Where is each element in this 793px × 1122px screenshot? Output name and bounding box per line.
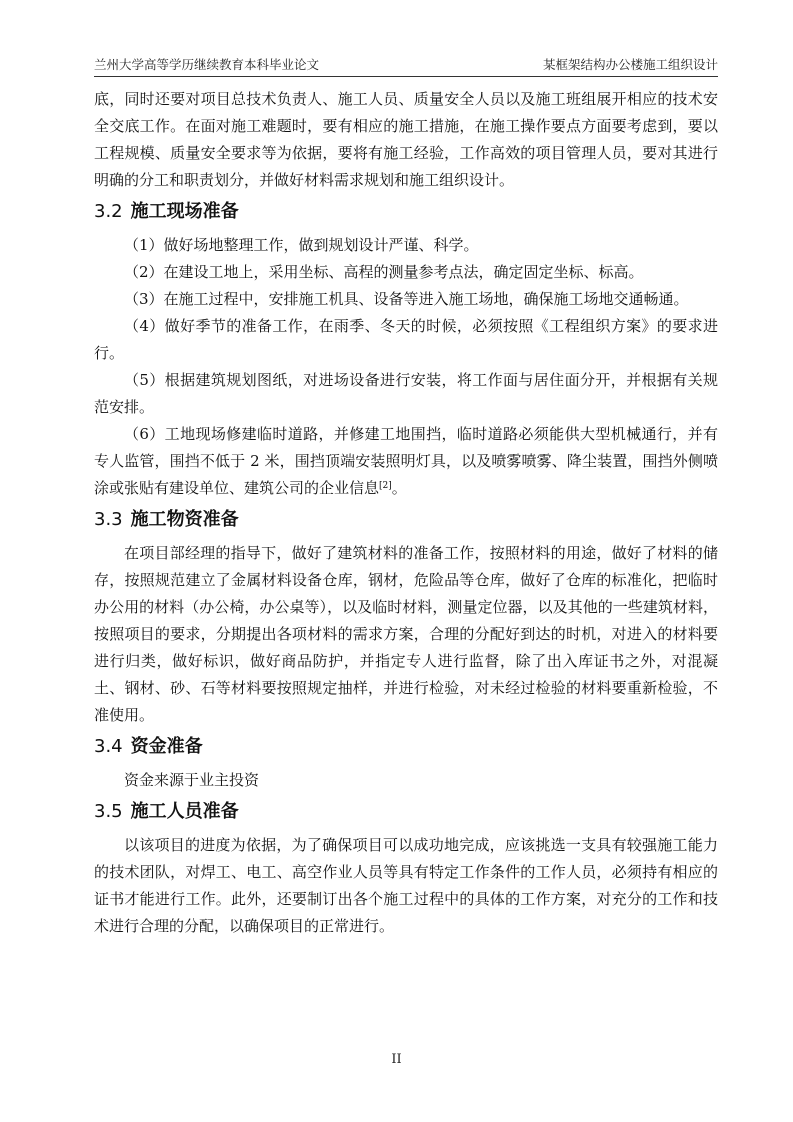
list-item: （1）做好场地整理工作，做到规划设计严谨、科学。 xyxy=(124,236,479,254)
section-title: 施工人员准备 xyxy=(130,801,239,822)
list-item xyxy=(94,421,718,502)
section-title: 施工现场准备 xyxy=(130,201,239,222)
page-header xyxy=(94,53,718,75)
section-title: 施工物资准备 xyxy=(130,509,239,530)
page-body xyxy=(94,86,718,940)
list-item-end: 。 xyxy=(391,479,407,497)
header-rule xyxy=(94,76,718,77)
intro-paragraph: 底，同时还要对项目总技术负责人、施工人员、质量安全人员以及施工班组展开相应的技术安全交底工作。在面对施工难题时，要有相应的施工措施，在施工操作要点方面要考虑到，要以工程规模、质量安全要求等为依据，要将有施工经验，工作高效的项目管理人员，要对其进行明确的分工和职责划分，并做好材料需求规划和施工组织设计。 xyxy=(94,90,718,189)
section-number: 3.5 xyxy=(94,801,123,822)
header-thesis-title: 兰州大学高等学历继续教育本科毕业论文 xyxy=(94,57,320,72)
section-number: 3.2 xyxy=(94,201,123,222)
list-item: （4）做好季节的准备工作，在雨季、冬天的时候，必须按照《工程组织方案》的要求进行。 xyxy=(94,317,718,362)
list-item: （3）在施工过程中，安排施工机具、设备等进入施工场地，确保施工场地交通畅通。 xyxy=(124,290,689,308)
section-heading-3-5 xyxy=(94,796,718,828)
section-title: 资金准备 xyxy=(130,736,203,757)
list-item-text: （6）工地现场修建临时道路，并修建工地围挡，临时道路必须能供大型机械通行，并有专人监管，围挡不低于 2 米，围挡顶端安装照明灯具，以及喷雾喷雾、降尘装置，围挡外侧喷涂或张贴有建设单位、建筑公司的企业信息 xyxy=(94,425,718,497)
section-number: 3.3 xyxy=(94,509,123,530)
page-number: II xyxy=(391,1052,402,1067)
section-paragraph: 资金来源于业主投资 xyxy=(124,771,260,789)
section-number: 3.4 xyxy=(94,736,123,757)
section-heading-3-3 xyxy=(94,504,718,536)
header-paper-title: 某框架结构办公楼施工组织设计 xyxy=(542,57,718,72)
section-heading-3-4 xyxy=(94,731,718,763)
section-heading-3-2 xyxy=(94,196,718,228)
list-item: （5）根据建筑规划图纸，对进场设备进行安装，将工作面与居住面分开，并根据有关规范安排。 xyxy=(94,371,718,416)
section-paragraph: 以该项目的进度为依据，为了确保项目可以成功地完成，应该挑选一支具有较强施工能力的技术团队，对焊工、电工、高空作业人员等具有特定工作条件的工作人员，必须持有相应的证书才能进行工作。此外，还要制订出各个施工过程中的具体的工作方案，对充分的工作和技术进行合理的分配，以确保项目的正常进行。 xyxy=(94,836,718,935)
citation-ref: [2] xyxy=(379,481,392,491)
section-paragraph: 在项目部经理的指导下，做好了建筑材料的准备工作，按照材料的用途，做好了材料的储存，按照规范建立了金属材料设备仓库，钢材，危险品等仓库，做好了仓库的标准化，把临时办公用的材料（办公椅，办公桌等），以及临时材料，测量定位器，以及其他的一些建筑材料，按照项目的要求，分期提出各项材料的需求方案，合理的分配好到达的时机，对进入的材料要进行归类，做好标识，做好商品防护，并指定专人进行监督，除了出入库证书之外，对混凝土、钢材、砂、石等材料要按照规定抽样，并进行检验，对未经过检验的材料要重新检验，不准使用。 xyxy=(94,544,718,724)
list-item: （2）在建设工地上，采用坐标、高程的测量参考点法，确定固定坐标、标高。 xyxy=(124,263,644,281)
